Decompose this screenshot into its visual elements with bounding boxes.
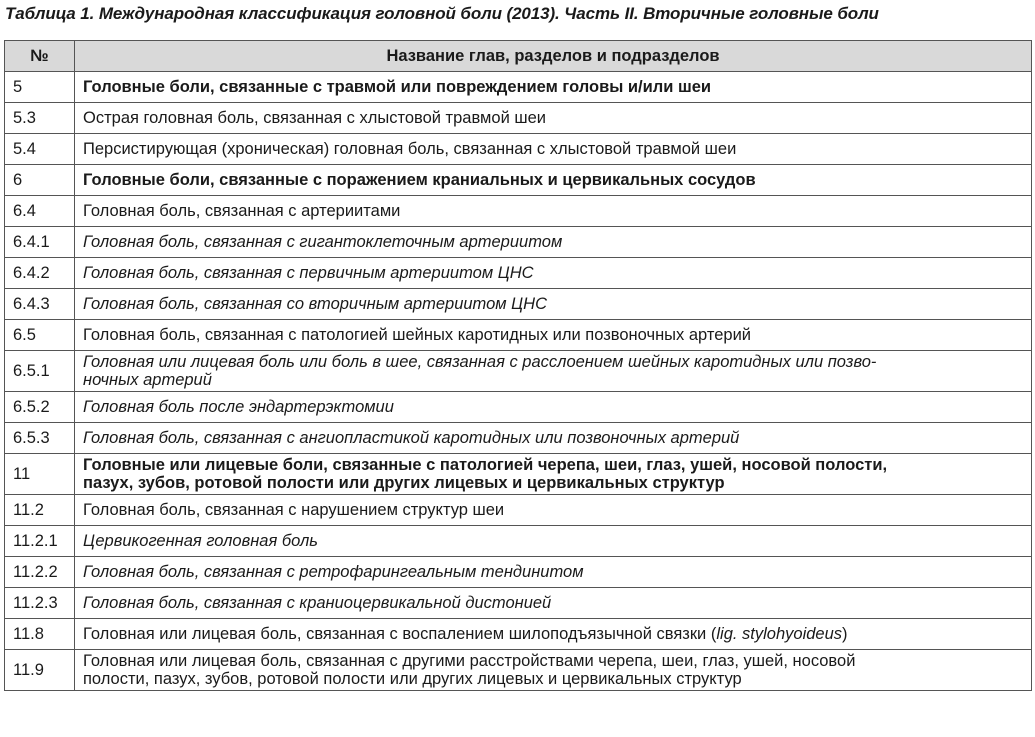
table-row bbox=[5, 526, 1032, 557]
table-row bbox=[5, 72, 1032, 103]
row-number: 6.5 bbox=[5, 320, 75, 351]
table-row bbox=[5, 423, 1032, 454]
table-row bbox=[5, 619, 1032, 650]
table-row bbox=[5, 320, 1032, 351]
row-title: Головная боль, связанная с гигантоклеточным артериитом bbox=[75, 227, 1032, 258]
table-row bbox=[5, 351, 1032, 392]
table-row bbox=[5, 165, 1032, 196]
row-title bbox=[75, 619, 1032, 650]
row-title: Головные боли, связанные с травмой или повреждением головы и/или шеи bbox=[75, 72, 1032, 103]
row-number: 11.2.2 bbox=[5, 557, 75, 588]
column-header-name: Название глав, разделов и подразделов bbox=[75, 41, 1032, 72]
table-row bbox=[5, 134, 1032, 165]
row-title: Головная боль, связанная с ангиопластикой каротидных или позвоночных артерий bbox=[75, 423, 1032, 454]
row-title bbox=[75, 454, 1032, 495]
table-caption: Таблица 1. Международная классификация головной боли (2013). Часть II. Вторичные головные боли bbox=[5, 4, 879, 23]
row-title-line1: Головная или лицевая боль или боль в шее, связанная с расслоением шейных каротидных или позво- bbox=[83, 353, 877, 371]
row-number: 11 bbox=[5, 454, 75, 495]
table-row bbox=[5, 392, 1032, 423]
row-title: Острая головная боль, связанная с хлыстовой травмой шеи bbox=[75, 103, 1032, 134]
row-number: 11.2.3 bbox=[5, 588, 75, 619]
table-row bbox=[5, 258, 1032, 289]
row-number: 6.5.2 bbox=[5, 392, 75, 423]
row-number: 11.2.1 bbox=[5, 526, 75, 557]
classification-table bbox=[4, 40, 1032, 691]
row-title: Головная боль, связанная с артериитами bbox=[75, 196, 1032, 227]
row-title-line1: Головные или лицевые боли, связанные с патологией черепа, шеи, глаз, ушей, носовой полости, bbox=[83, 456, 888, 474]
row-title: Головная боль, связанная с нарушением структур шеи bbox=[75, 495, 1032, 526]
row-title: Головная боль, связанная с краниоцервикальной дистонией bbox=[75, 588, 1032, 619]
row-title-line2: полости, пазух, зубов, ротовой полости или других лицевых и цервикальных структур bbox=[83, 670, 742, 688]
row-title bbox=[75, 650, 1032, 691]
table-row bbox=[5, 227, 1032, 258]
table-row bbox=[5, 289, 1032, 320]
table-row bbox=[5, 495, 1032, 526]
row-title-main: Головная или лицевая боль, связанная с воспалением шилоподъязычной связки ( bbox=[83, 624, 717, 643]
row-title: Головная боль, связанная с первичным артериитом ЦНС bbox=[75, 258, 1032, 289]
row-title: Персистирующая (хроническая) головная боль, связанная с хлыстовой травмой шеи bbox=[75, 134, 1032, 165]
row-number: 11.8 bbox=[5, 619, 75, 650]
row-title-line2: пазух, зубов, ротовой полости или других лицевых и цервикальных структур bbox=[83, 474, 725, 492]
table-header-row bbox=[5, 41, 1032, 72]
row-title: Головная боль после эндартерэктомии bbox=[75, 392, 1032, 423]
row-title-line1: Головная или лицевая боль, связанная с другими расстройствами черепа, шеи, глаз, ушей, носовой bbox=[83, 652, 856, 670]
row-number: 11.9 bbox=[5, 650, 75, 691]
column-header-number: № bbox=[5, 41, 75, 72]
row-number: 6.4.3 bbox=[5, 289, 75, 320]
row-number: 6.5.1 bbox=[5, 351, 75, 392]
row-title: Головные боли, связанные с поражением краниальных и цервикальных сосудов bbox=[75, 165, 1032, 196]
row-number: 6.5.3 bbox=[5, 423, 75, 454]
row-number: 5.3 bbox=[5, 103, 75, 134]
row-title bbox=[75, 351, 1032, 392]
row-title: Цервикогенная головная боль bbox=[75, 526, 1032, 557]
row-number: 6 bbox=[5, 165, 75, 196]
row-number: 6.4.1 bbox=[5, 227, 75, 258]
table-row bbox=[5, 103, 1032, 134]
row-number: 5 bbox=[5, 72, 75, 103]
row-title-latin: lig. stylohyoideus bbox=[716, 624, 843, 643]
row-number: 11.2 bbox=[5, 495, 75, 526]
row-title: Головная боль, связанная со вторичным артериитом ЦНС bbox=[75, 289, 1032, 320]
row-title-line2: ночных артерий bbox=[83, 371, 212, 389]
row-title: Головная боль, связанная с патологией шейных каротидных или позвоночных артерий bbox=[75, 320, 1032, 351]
row-title-tail: ) bbox=[842, 624, 848, 643]
table-row bbox=[5, 650, 1032, 691]
table-row bbox=[5, 588, 1032, 619]
table-row bbox=[5, 196, 1032, 227]
table-row bbox=[5, 454, 1032, 495]
table-row bbox=[5, 557, 1032, 588]
row-title: Головная боль, связанная с ретрофарингеальным тендинитом bbox=[75, 557, 1032, 588]
row-number: 6.4 bbox=[5, 196, 75, 227]
row-number: 5.4 bbox=[5, 134, 75, 165]
row-number: 6.4.2 bbox=[5, 258, 75, 289]
